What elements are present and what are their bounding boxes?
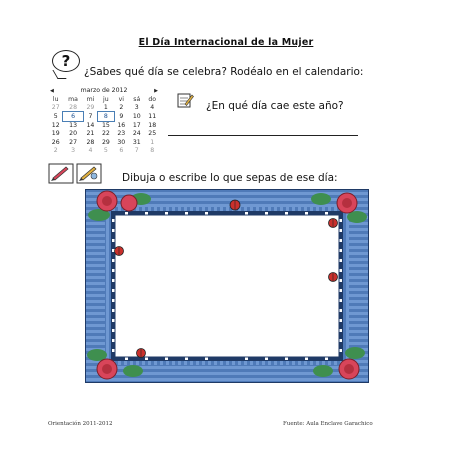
- calendar-day[interactable]: 7: [88, 112, 93, 120]
- decorative-flower-frame: [85, 189, 369, 383]
- calendar-day[interactable]: 6: [63, 112, 82, 121]
- calendar-day[interactable]: 11: [148, 112, 157, 120]
- ladybug-right-middle: [329, 273, 338, 282]
- footer-left: Orientación 2011-2012: [48, 421, 113, 427]
- calendar-day[interactable]: 6: [119, 147, 124, 155]
- calendar-week: [48, 104, 160, 113]
- ladybug-top: [230, 200, 240, 210]
- calendar-day[interactable]: 19: [51, 130, 60, 138]
- question-bubble-icon: ?: [52, 50, 80, 72]
- calendar-day[interactable]: 16: [117, 121, 126, 129]
- calendar-week: [48, 112, 160, 121]
- calendar-grid: [48, 95, 160, 155]
- calendar-day[interactable]: 7: [134, 147, 139, 155]
- calendar-day[interactable]: 17: [132, 121, 141, 129]
- calendar-day[interactable]: 8: [150, 147, 155, 155]
- calendar-week: [48, 147, 160, 156]
- calendar-day[interactable]: 5: [53, 112, 58, 120]
- calendar-weekday: ju: [103, 95, 109, 103]
- calendar-day[interactable]: 28: [86, 138, 95, 146]
- calendar-day[interactable]: 10: [132, 112, 141, 120]
- calendar-day[interactable]: 27: [69, 138, 78, 146]
- calendar-day[interactable]: 23: [117, 130, 126, 138]
- calendar-day[interactable]: 3: [71, 147, 76, 155]
- calendar: [48, 86, 160, 155]
- page-title: El Día Internacional de la Mujer: [138, 37, 314, 48]
- calendar-day[interactable]: 28: [69, 104, 78, 112]
- calendar-day[interactable]: 20: [69, 130, 78, 138]
- calendar-day[interactable]: 25: [148, 130, 157, 138]
- pencil-note-icon: [176, 91, 194, 109]
- answer-line: [168, 135, 358, 136]
- calendar-week: [48, 121, 160, 130]
- question-1: ¿Sabes qué día se celebra? Rodéalo en el calendario:: [84, 66, 364, 78]
- calendar-day[interactable]: 29: [86, 104, 95, 112]
- calendar-day[interactable]: 12: [51, 121, 60, 129]
- previous-month-icon[interactable]: ◀: [50, 87, 54, 94]
- calendar-day[interactable]: 4: [150, 104, 155, 112]
- calendar-day[interactable]: 26: [51, 138, 60, 146]
- ladybug-left: [115, 247, 124, 256]
- calendar-day[interactable]: 8: [98, 112, 113, 121]
- calendar-day[interactable]: 1: [103, 104, 108, 112]
- calendar-month: marzo de 2012: [80, 87, 128, 94]
- pencils-icon: [48, 162, 106, 184]
- calendar-day[interactable]: 18: [148, 121, 157, 129]
- calendar-week: [48, 129, 160, 138]
- ladybug-bottom: [137, 349, 146, 358]
- calendar-day[interactable]: 29: [101, 138, 110, 146]
- calendar-day[interactable]: 3: [134, 104, 139, 112]
- calendar-weekday: mi: [86, 95, 95, 103]
- calendar-week: [48, 138, 160, 147]
- calendar-header: [48, 86, 160, 95]
- calendar-weekday: vi: [118, 95, 124, 103]
- calendar-weekday: do: [148, 95, 157, 103]
- footer-right: Fuente: Aula Enclave Garachico: [283, 421, 373, 427]
- calendar-day[interactable]: 15: [101, 121, 110, 129]
- calendar-day[interactable]: 14: [86, 121, 95, 129]
- calendar-day[interactable]: 30: [117, 138, 126, 146]
- calendar-day[interactable]: 21: [86, 130, 95, 138]
- ladybug-right-top: [329, 219, 338, 228]
- calendar-day[interactable]: 22: [101, 130, 110, 138]
- calendar-weekday: ma: [68, 95, 78, 103]
- calendar-day[interactable]: 9: [119, 112, 124, 120]
- calendar-day[interactable]: 1: [150, 138, 155, 146]
- calendar-day[interactable]: 5: [103, 147, 108, 155]
- calendar-day[interactable]: 24: [132, 130, 141, 138]
- question-2: ¿En qué día cae este año?: [206, 100, 344, 112]
- calendar-day[interactable]: 27: [51, 104, 60, 112]
- drawing-prompt: Dibuja o escribe lo que sepas de ese día:: [122, 172, 338, 184]
- calendar-day[interactable]: 13: [69, 121, 78, 129]
- calendar-day[interactable]: 2: [53, 147, 58, 155]
- calendar-day[interactable]: 2: [119, 104, 124, 112]
- calendar-day[interactable]: 4: [88, 147, 93, 155]
- calendar-day[interactable]: 31: [132, 138, 141, 146]
- calendar-weekday: lu: [52, 95, 59, 103]
- next-month-icon[interactable]: ▶: [154, 87, 158, 94]
- calendar-weekday: sá: [133, 95, 141, 103]
